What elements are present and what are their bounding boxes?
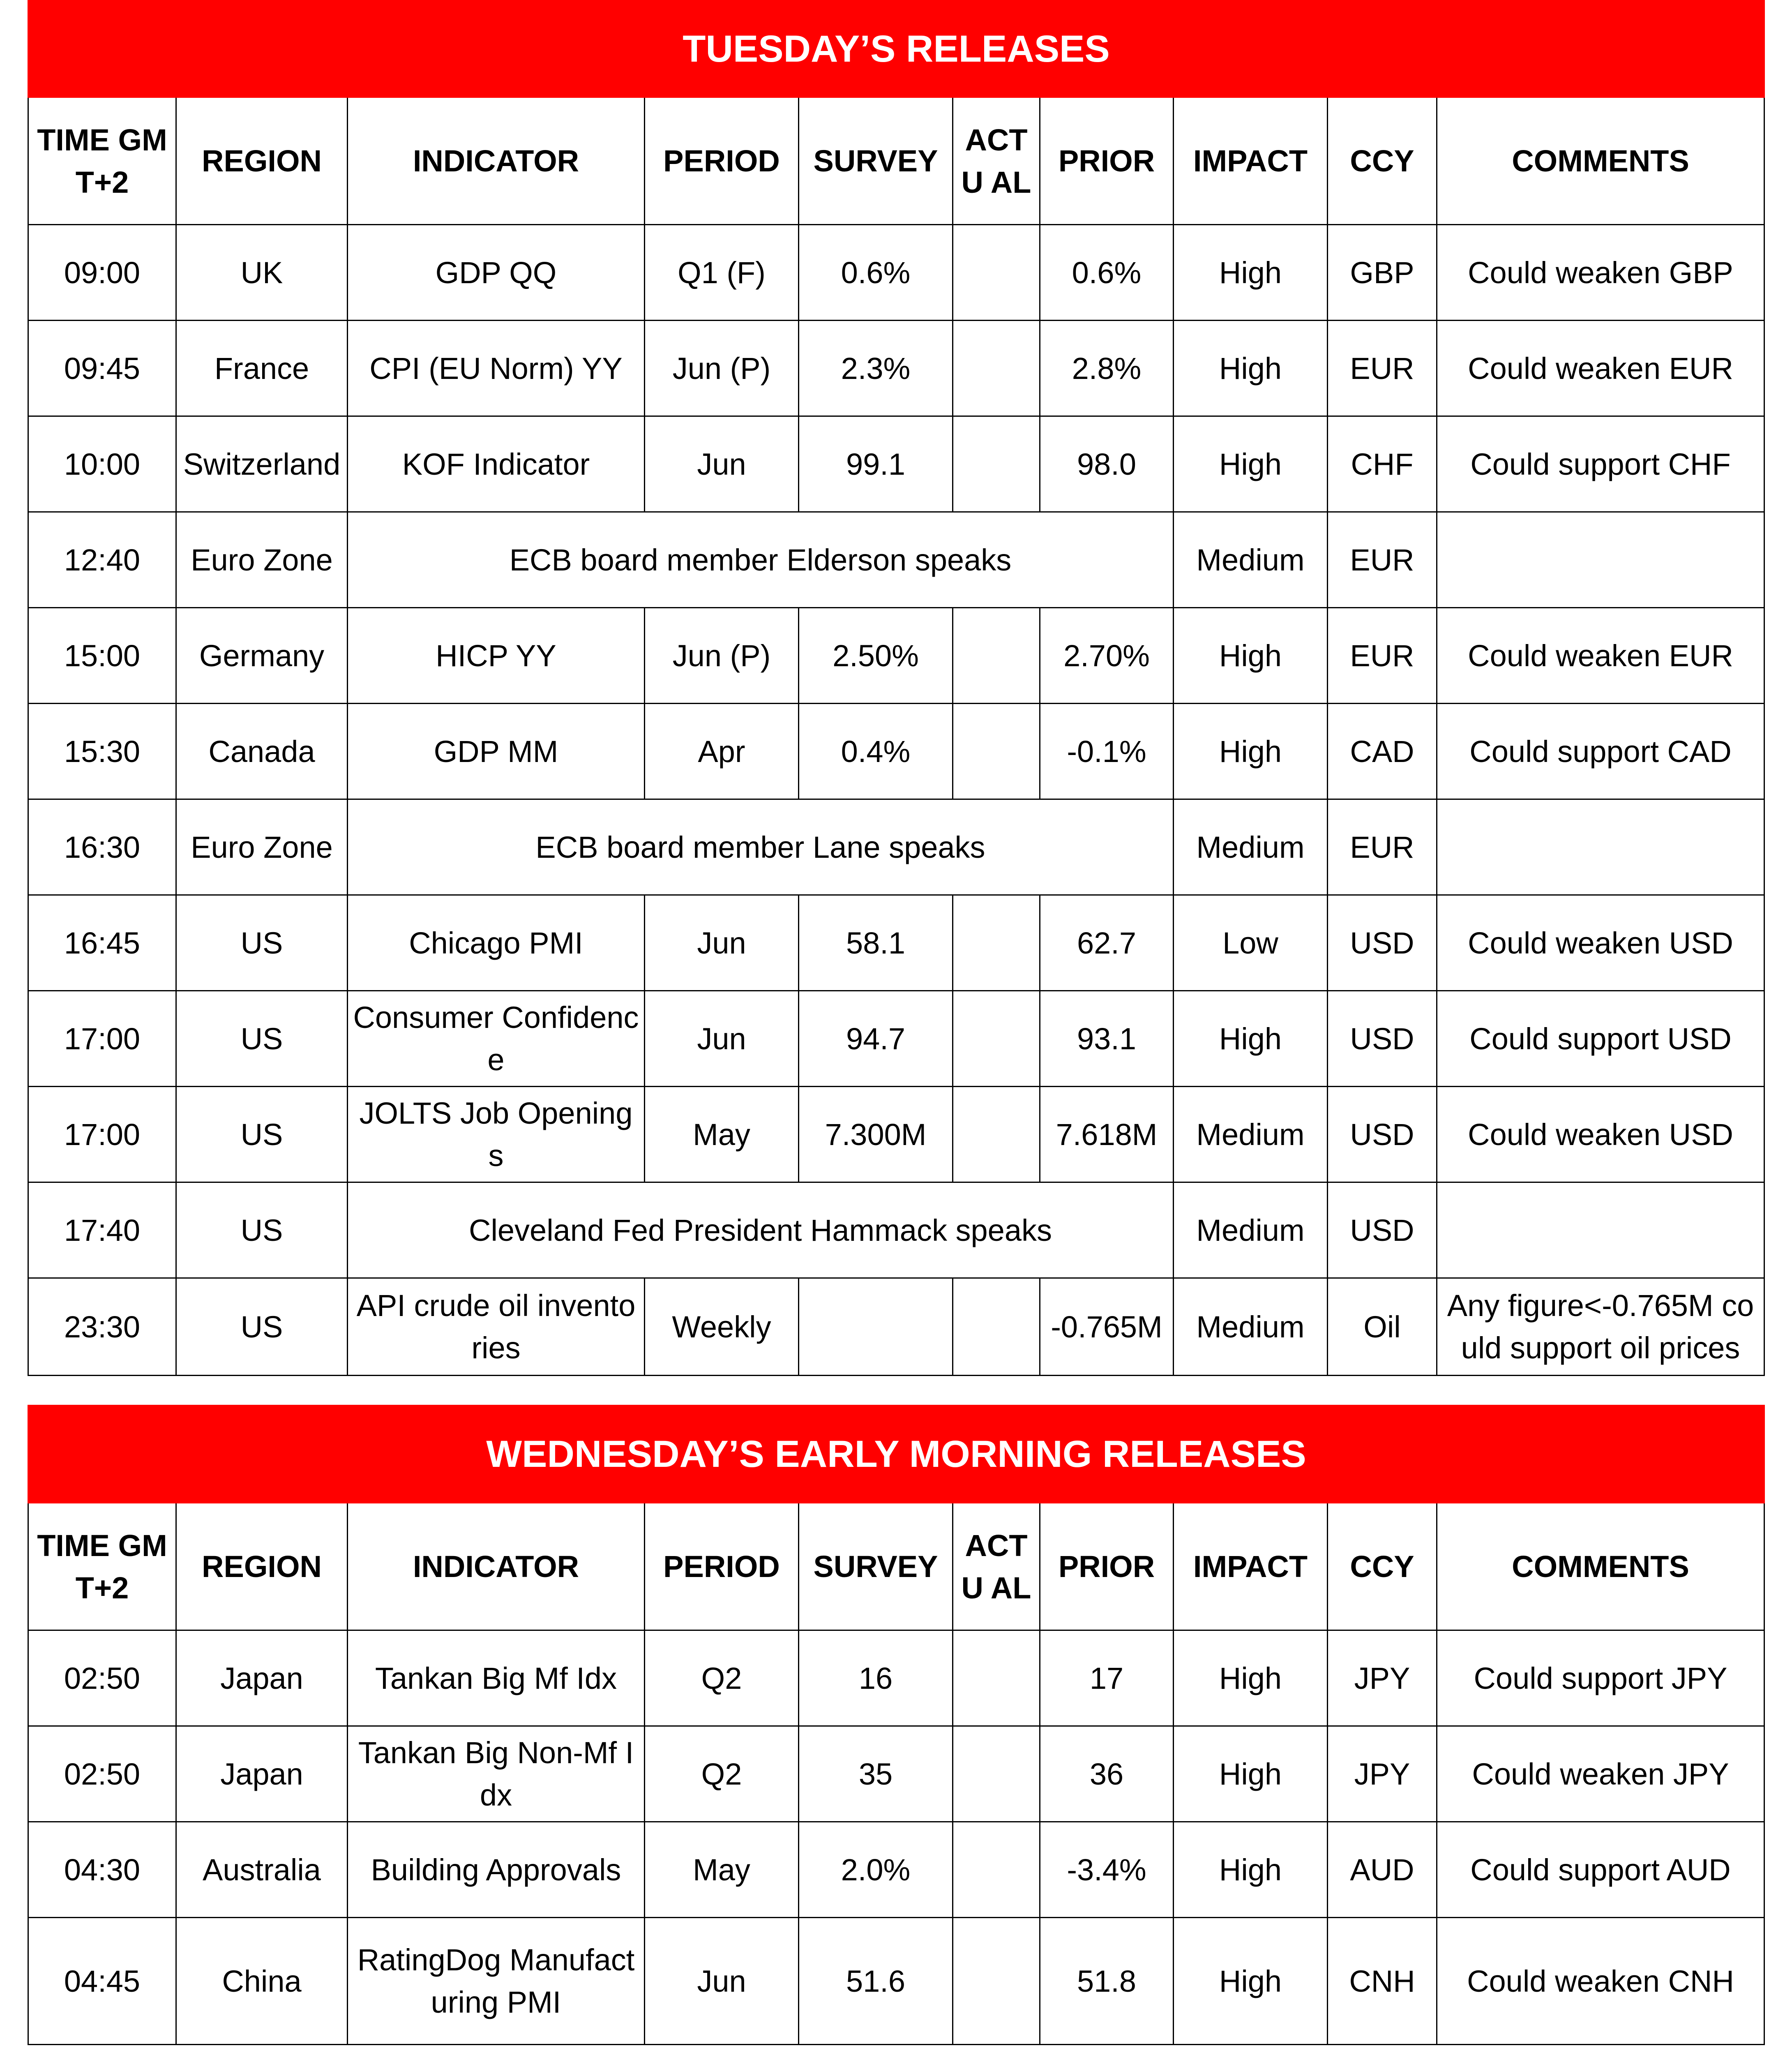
column-header-prior: PRIOR <box>1040 1503 1174 1630</box>
cell-region: Euro Zone <box>176 799 348 895</box>
cell-actual <box>953 1087 1040 1182</box>
cell-time: 15:30 <box>28 704 176 799</box>
cell-indicator: API crude oil inventories <box>348 1278 645 1376</box>
cell-actual <box>953 321 1040 416</box>
cell-survey: 2.0% <box>799 1822 953 1918</box>
cell-impact: High <box>1174 416 1328 512</box>
cell-actual <box>953 416 1040 512</box>
cell-comments: Could support CHF <box>1437 416 1764 512</box>
table-row <box>28 321 1764 416</box>
cell-time: 02:50 <box>28 1630 176 1726</box>
cell-region: US <box>176 1182 348 1278</box>
column-header-ccy: CCY <box>1328 1503 1437 1630</box>
cell-actual <box>953 1630 1040 1726</box>
cell-ccy: Oil <box>1328 1278 1437 1376</box>
table-row <box>28 799 1764 895</box>
table-row <box>28 608 1764 704</box>
cell-period: Jun <box>645 991 799 1087</box>
table-row <box>28 1278 1764 1376</box>
cell-ccy: USD <box>1328 895 1437 991</box>
cell-time: 17:00 <box>28 1087 176 1182</box>
cell-impact: High <box>1174 608 1328 704</box>
cell-prior: 17 <box>1040 1630 1174 1726</box>
cell-impact: High <box>1174 1918 1328 2045</box>
cell-survey: 7.300M <box>799 1087 953 1182</box>
cell-impact: High <box>1174 704 1328 799</box>
cell-time: 12:40 <box>28 512 176 608</box>
cell-period: Jun <box>645 416 799 512</box>
table-row <box>28 416 1764 512</box>
column-header-actual: ACTU AL <box>953 97 1040 225</box>
cell-prior: -3.4% <box>1040 1822 1174 1918</box>
cell-prior: 2.8% <box>1040 321 1174 416</box>
cell-comments: Could weaken GBP <box>1437 225 1764 321</box>
cell-comments: Could weaken EUR <box>1437 608 1764 704</box>
cell-ccy: EUR <box>1328 608 1437 704</box>
table-row <box>28 991 1764 1087</box>
cell-ccy: USD <box>1328 991 1437 1087</box>
cell-region: Euro Zone <box>176 512 348 608</box>
cell-time: 02:50 <box>28 1726 176 1822</box>
cell-impact: High <box>1174 1630 1328 1726</box>
cell-comments: Could weaken EUR <box>1437 321 1764 416</box>
cell-comments: Could support JPY <box>1437 1630 1764 1726</box>
cell-period: May <box>645 1087 799 1182</box>
table-row <box>28 1726 1764 1822</box>
cell-impact: Medium <box>1174 1278 1328 1376</box>
cell-period: Q1 (F) <box>645 225 799 321</box>
column-header-survey: SURVEY <box>799 97 953 225</box>
cell-region: Japan <box>176 1630 348 1726</box>
cell-ccy: GBP <box>1328 225 1437 321</box>
cell-ccy: JPY <box>1328 1630 1437 1726</box>
cell-time: 09:45 <box>28 321 176 416</box>
cell-time: 04:45 <box>28 1918 176 2045</box>
cell-comments: Could support AUD <box>1437 1822 1764 1918</box>
cell-survey: 16 <box>799 1630 953 1726</box>
cell-period: Jun (P) <box>645 608 799 704</box>
cell-time: 04:30 <box>28 1822 176 1918</box>
cell-actual <box>953 991 1040 1087</box>
column-header-prior: PRIOR <box>1040 97 1174 225</box>
cell-prior: 2.70% <box>1040 608 1174 704</box>
cell-region: US <box>176 895 348 991</box>
cell-event: Cleveland Fed President Hammack speaks <box>348 1182 1174 1278</box>
tuesday-releases-table <box>28 0 1765 1376</box>
cell-indicator: GDP MM <box>348 704 645 799</box>
cell-indicator: CPI (EU Norm) YY <box>348 321 645 416</box>
table-row <box>28 512 1764 608</box>
cell-survey: 2.3% <box>799 321 953 416</box>
cell-actual <box>953 225 1040 321</box>
wednesday-releases-table <box>28 1405 1765 2045</box>
cell-comments: Could support USD <box>1437 991 1764 1087</box>
cell-comments <box>1437 799 1764 895</box>
column-header-region: REGION <box>176 97 348 225</box>
cell-impact: High <box>1174 225 1328 321</box>
cell-actual <box>953 1278 1040 1376</box>
cell-ccy: CHF <box>1328 416 1437 512</box>
cell-impact: High <box>1174 1822 1328 1918</box>
column-header-time: TIME GMT+2 <box>28 97 176 225</box>
cell-period: Q2 <box>645 1630 799 1726</box>
cell-actual <box>953 1918 1040 2045</box>
cell-actual <box>953 895 1040 991</box>
cell-ccy: AUD <box>1328 1822 1437 1918</box>
cell-impact: Medium <box>1174 799 1328 895</box>
cell-time: 09:00 <box>28 225 176 321</box>
cell-indicator: Chicago PMI <box>348 895 645 991</box>
cell-region: China <box>176 1918 348 2045</box>
cell-period: Weekly <box>645 1278 799 1376</box>
cell-region: UK <box>176 225 348 321</box>
cell-survey: 0.6% <box>799 225 953 321</box>
cell-ccy: EUR <box>1328 512 1437 608</box>
cell-actual <box>953 1822 1040 1918</box>
cell-impact: High <box>1174 321 1328 416</box>
cell-survey: 99.1 <box>799 416 953 512</box>
cell-indicator: Tankan Big Mf Idx <box>348 1630 645 1726</box>
cell-region: Switzerland <box>176 416 348 512</box>
cell-period: Jun <box>645 1918 799 2045</box>
cell-region: US <box>176 1087 348 1182</box>
table-row <box>28 1630 1764 1726</box>
column-header-actual: ACTU AL <box>953 1503 1040 1630</box>
cell-prior: -0.765M <box>1040 1278 1174 1376</box>
cell-region: Canada <box>176 704 348 799</box>
column-header-indicator: INDICATOR <box>348 97 645 225</box>
column-header-survey: SURVEY <box>799 1503 953 1630</box>
cell-impact: High <box>1174 1726 1328 1822</box>
cell-comments: Could weaken USD <box>1437 895 1764 991</box>
cell-prior: 36 <box>1040 1726 1174 1822</box>
cell-comments: Could weaken JPY <box>1437 1726 1764 1822</box>
cell-period: May <box>645 1822 799 1918</box>
cell-event: ECB board member Elderson speaks <box>348 512 1174 608</box>
cell-time: 10:00 <box>28 416 176 512</box>
cell-time: 16:30 <box>28 799 176 895</box>
table-row <box>28 704 1764 799</box>
cell-time: 17:40 <box>28 1182 176 1278</box>
table-row <box>28 225 1764 321</box>
cell-time: 23:30 <box>28 1278 176 1376</box>
cell-prior: 0.6% <box>1040 225 1174 321</box>
column-header-ccy: CCY <box>1328 97 1437 225</box>
cell-impact: High <box>1174 991 1328 1087</box>
column-header-impact: IMPACT <box>1174 97 1328 225</box>
column-header-impact: IMPACT <box>1174 1503 1328 1630</box>
table-row <box>28 1087 1764 1182</box>
cell-prior: 93.1 <box>1040 991 1174 1087</box>
cell-ccy: USD <box>1328 1182 1437 1278</box>
cell-comments: Could weaken USD <box>1437 1087 1764 1182</box>
cell-ccy: JPY <box>1328 1726 1437 1822</box>
cell-impact: Medium <box>1174 1182 1328 1278</box>
cell-prior: 62.7 <box>1040 895 1174 991</box>
table-row <box>28 895 1764 991</box>
cell-indicator: GDP QQ <box>348 225 645 321</box>
cell-indicator: KOF Indicator <box>348 416 645 512</box>
cell-comments: Any figure<-0.765M could support oil prices <box>1437 1278 1764 1376</box>
cell-region: Japan <box>176 1726 348 1822</box>
cell-indicator: Consumer Confidence <box>348 991 645 1087</box>
cell-region: US <box>176 1278 348 1376</box>
cell-region: US <box>176 991 348 1087</box>
cell-survey: 0.4% <box>799 704 953 799</box>
cell-ccy: USD <box>1328 1087 1437 1182</box>
cell-indicator: Tankan Big Non-Mf Idx <box>348 1726 645 1822</box>
cell-survey: 58.1 <box>799 895 953 991</box>
cell-time: 15:00 <box>28 608 176 704</box>
cell-comments: Could weaken CNH <box>1437 1918 1764 2045</box>
cell-actual <box>953 608 1040 704</box>
cell-survey: 35 <box>799 1726 953 1822</box>
cell-event: ECB board member Lane speaks <box>348 799 1174 895</box>
cell-region: France <box>176 321 348 416</box>
cell-period: Q2 <box>645 1726 799 1822</box>
column-header-indicator: INDICATOR <box>348 1503 645 1630</box>
cell-impact: Low <box>1174 895 1328 991</box>
cell-comments: Could support CAD <box>1437 704 1764 799</box>
cell-indicator: HICP YY <box>348 608 645 704</box>
cell-period: Apr <box>645 704 799 799</box>
cell-region: Germany <box>176 608 348 704</box>
cell-comments <box>1437 1182 1764 1278</box>
column-header-region: REGION <box>176 1503 348 1630</box>
cell-indicator: JOLTS Job Openings <box>348 1087 645 1182</box>
cell-survey <box>799 1278 953 1376</box>
cell-ccy: CNH <box>1328 1918 1437 2045</box>
column-header-period: PERIOD <box>645 1503 799 1630</box>
cell-actual <box>953 1726 1040 1822</box>
cell-region: Australia <box>176 1822 348 1918</box>
cell-prior: 7.618M <box>1040 1087 1174 1182</box>
cell-survey: 94.7 <box>799 991 953 1087</box>
section-banner: TUESDAY’S RELEASES <box>28 1 1764 97</box>
cell-survey: 2.50% <box>799 608 953 704</box>
cell-time: 17:00 <box>28 991 176 1087</box>
cell-prior: -0.1% <box>1040 704 1174 799</box>
column-header-period: PERIOD <box>645 97 799 225</box>
cell-impact: Medium <box>1174 512 1328 608</box>
table-row <box>28 1182 1764 1278</box>
cell-prior: 51.8 <box>1040 1918 1174 2045</box>
table-row <box>28 1822 1764 1918</box>
cell-ccy: CAD <box>1328 704 1437 799</box>
column-header-comments: COMMENTS <box>1437 97 1764 225</box>
cell-period: Jun <box>645 895 799 991</box>
cell-indicator: RatingDog Manufacturing PMI <box>348 1918 645 2045</box>
cell-actual <box>953 704 1040 799</box>
cell-survey: 51.6 <box>799 1918 953 2045</box>
cell-prior: 98.0 <box>1040 416 1174 512</box>
cell-impact: Medium <box>1174 1087 1328 1182</box>
cell-period: Jun (P) <box>645 321 799 416</box>
cell-ccy: EUR <box>1328 321 1437 416</box>
cell-indicator: Building Approvals <box>348 1822 645 1918</box>
column-header-time: TIME GMT+2 <box>28 1503 176 1630</box>
section-banner: WEDNESDAY’S EARLY MORNING RELEASES <box>28 1406 1764 1503</box>
cell-ccy: EUR <box>1328 799 1437 895</box>
column-header-comments: COMMENTS <box>1437 1503 1764 1630</box>
table-row <box>28 1918 1764 2045</box>
cell-comments <box>1437 512 1764 608</box>
cell-time: 16:45 <box>28 895 176 991</box>
